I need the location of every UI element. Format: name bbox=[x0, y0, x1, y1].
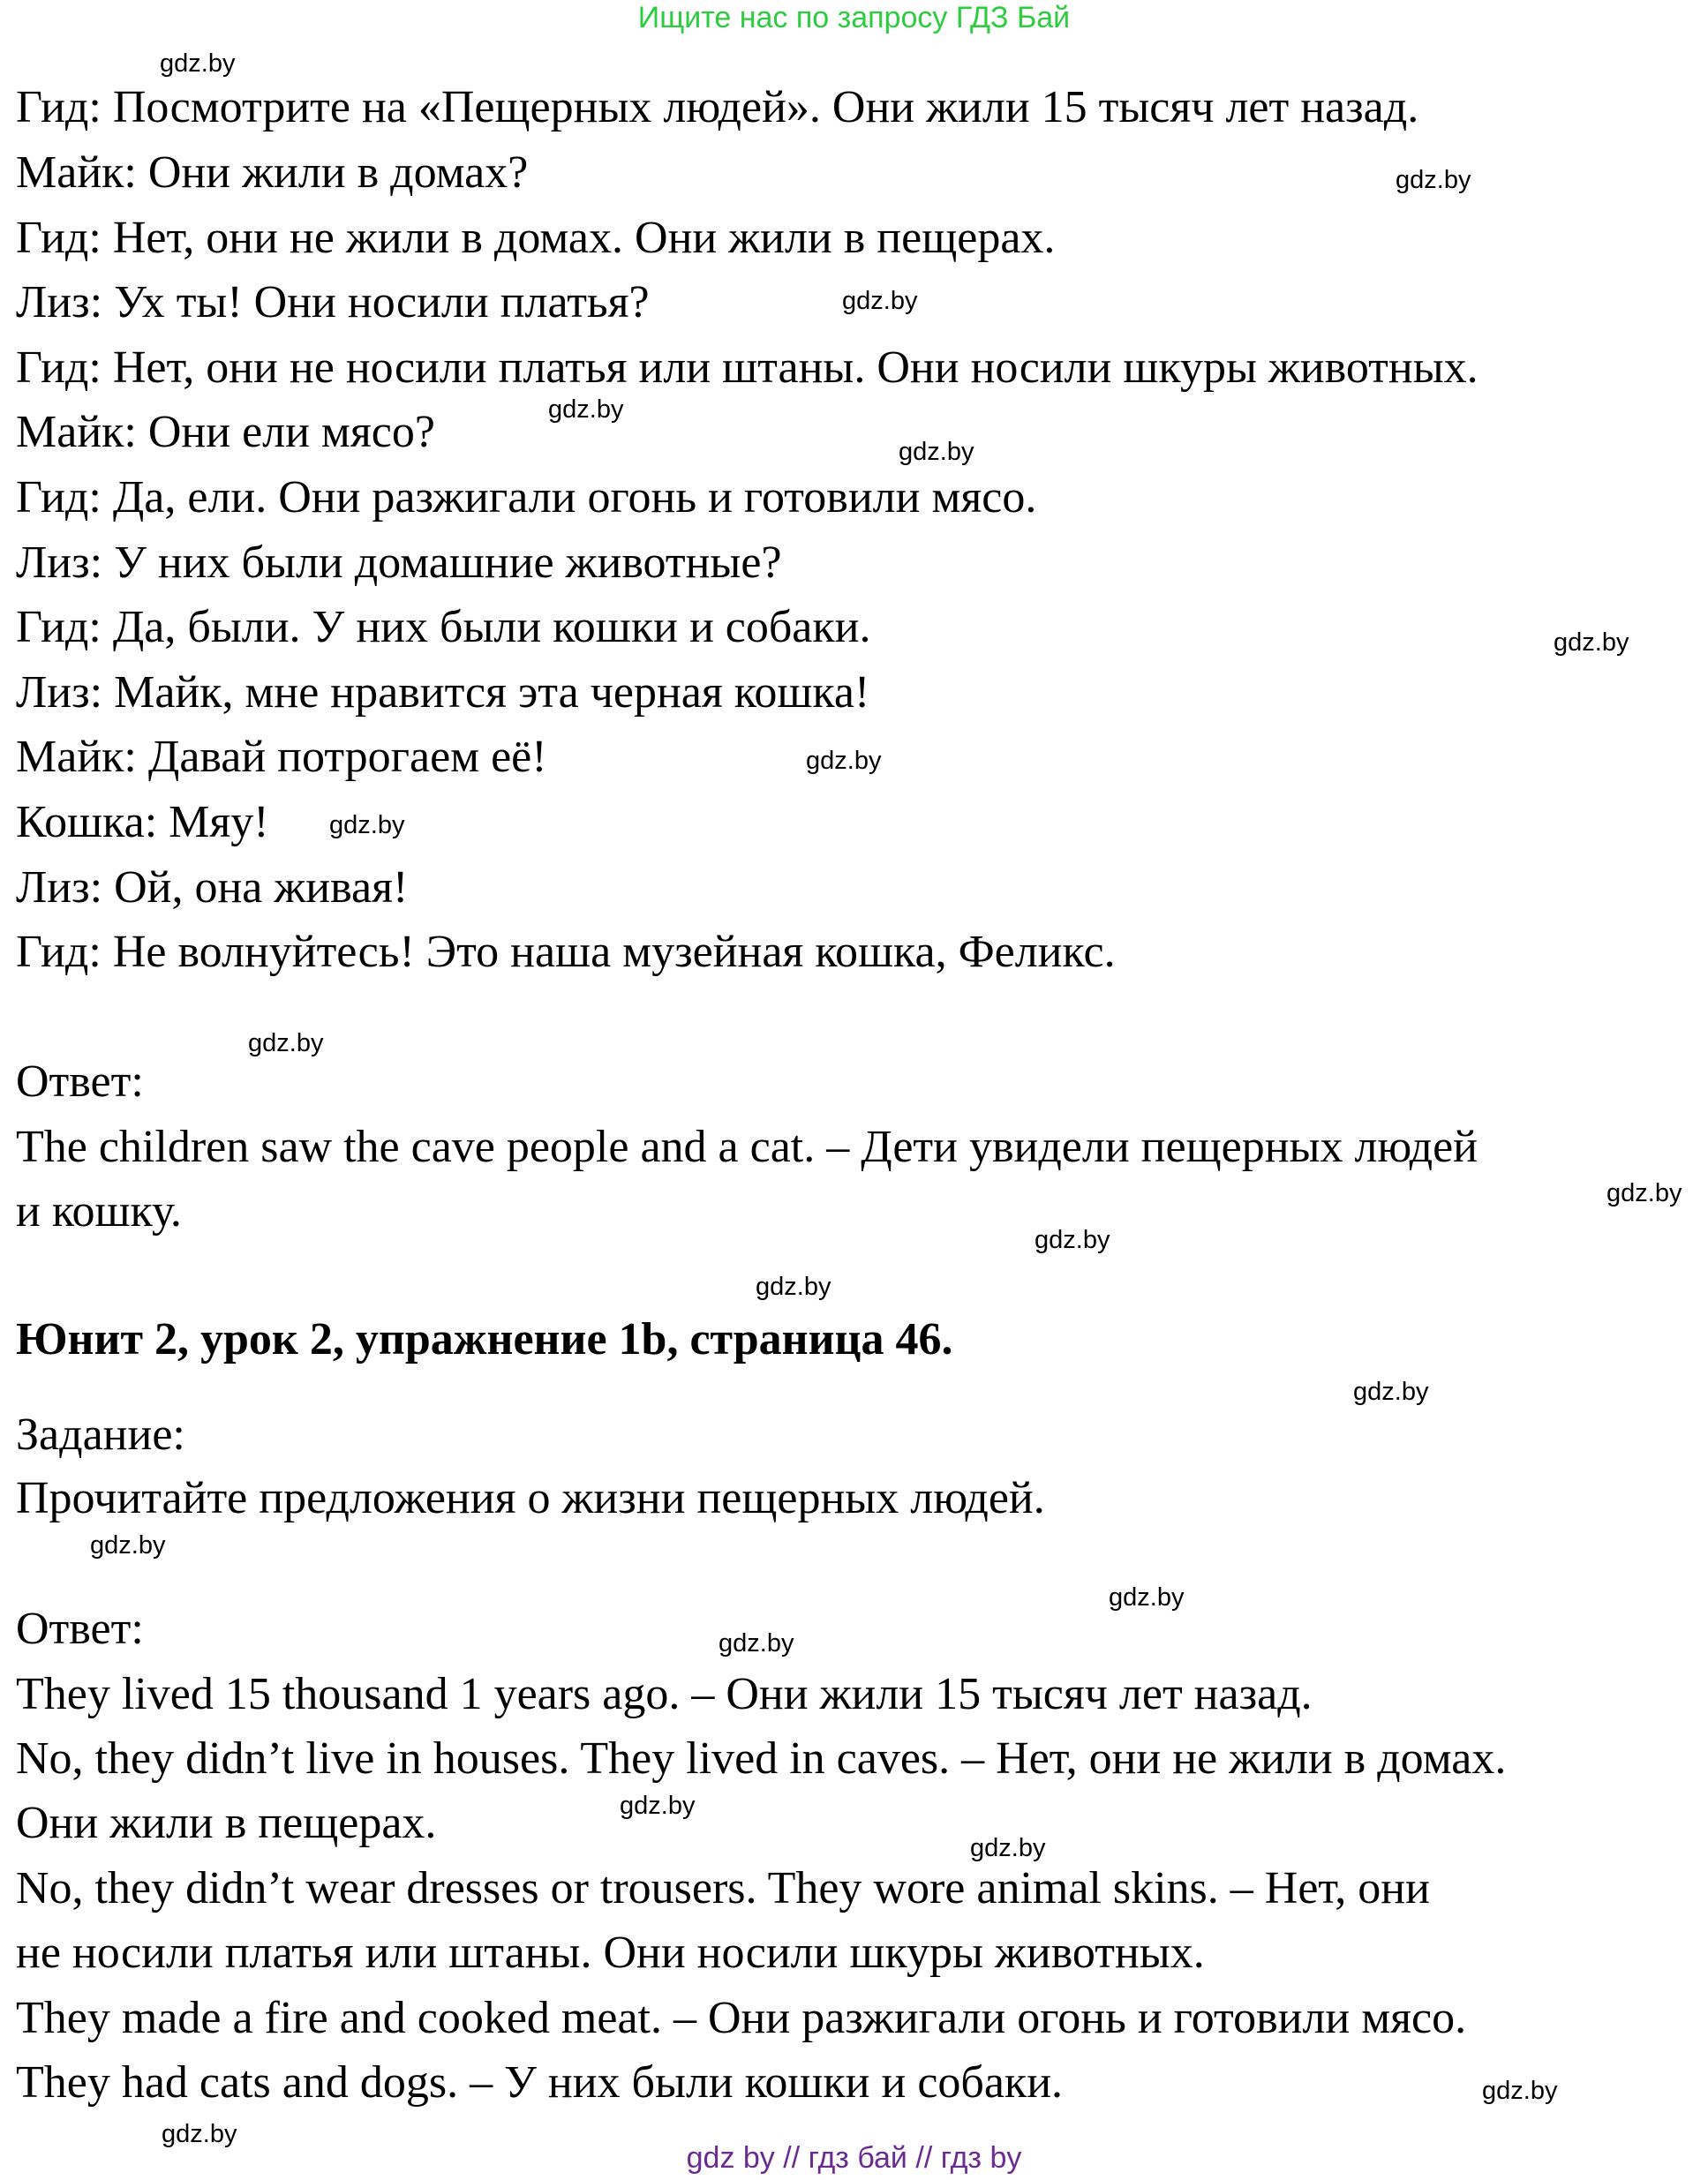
dialogue-line: Гид: Посмотрите на «Пещерных людей». Они жили 15 тысяч лет назад. bbox=[16, 82, 1419, 132]
dialogue-line: Майк: Они жили в домах? bbox=[16, 147, 529, 198]
answer-line: не носили платья или штаны. Они носили шкуры животных. bbox=[16, 1928, 1205, 1978]
task-label: Задание: bbox=[16, 1409, 185, 1460]
search-banner: Ищите нас по запросу ГДЗ Бай bbox=[637, 1, 1071, 34]
watermark: gdz.by bbox=[248, 1029, 324, 1057]
watermark: gdz.by bbox=[1554, 628, 1629, 657]
watermark: gdz.by bbox=[719, 1629, 794, 1658]
watermark: gdz.by bbox=[756, 1273, 831, 1301]
dialogue-line: Майк: Давай потрогаем её! bbox=[16, 732, 547, 782]
answer-label: Ответ: bbox=[16, 1056, 144, 1107]
watermark: gdz.by bbox=[806, 747, 882, 775]
dialogue-line: Лиз: Майк, мне нравится эта черная кошка! bbox=[16, 667, 870, 718]
dialogue-line: Гид: Не волнуйтесь! Это наша музейная кошка, Феликс. bbox=[16, 927, 1116, 977]
dialogue-line: Гид: Нет, они не жили в домах. Они жили в пещерах. bbox=[16, 213, 1056, 263]
watermark: gdz.by bbox=[329, 811, 405, 839]
answer-line: No, they didn’t wear dresses or trousers. They wore animal skins. – Нет, они bbox=[16, 1863, 1430, 1913]
watermark: gdz.by bbox=[842, 287, 918, 315]
watermark: gdz.by bbox=[548, 395, 624, 424]
dialogue-line: Кошка: Мяу! bbox=[16, 797, 269, 847]
answer-line: The children saw the cave people and a cat. – Дети увидели пещерных людей bbox=[16, 1122, 1478, 1172]
answer-line: и кошку. bbox=[16, 1186, 182, 1237]
watermark: gdz.by bbox=[1396, 166, 1471, 194]
answer-line: They made a fire and cooked meat. – Они разжигали огонь и готовили мясо. bbox=[16, 1993, 1467, 2043]
section-heading: Юнит 2, урок 2, упражнение 1b, страница 46. bbox=[16, 1314, 953, 1364]
dialogue-line: Гид: Нет, они не носили платья или штаны. Они носили шкуры животных. bbox=[16, 342, 1479, 393]
watermark: gdz.by bbox=[899, 438, 974, 466]
answer-line: No, they didn’t live in houses. They lived in caves. – Нет, они не жили в домах. bbox=[16, 1733, 1507, 1784]
watermark: gdz.by bbox=[162, 2120, 237, 2148]
answer-line: Они жили в пещерах. bbox=[16, 1798, 437, 1848]
dialogue-line: Гид: Да, ели. Они разжигали огонь и готовили мясо. bbox=[16, 472, 1037, 522]
watermark: gdz.by bbox=[620, 1792, 696, 1820]
dialogue-line: Лиз: Ой, она живая! bbox=[16, 862, 409, 913]
dialogue-line: Лиз: Ух ты! Они носили платья? bbox=[16, 277, 650, 327]
watermark: gdz.by bbox=[90, 1531, 166, 1560]
dialogue-line: Лиз: У них были домашние животные? bbox=[16, 537, 782, 588]
answer-label: Ответ: bbox=[16, 1604, 144, 1654]
watermark: gdz.by bbox=[1353, 1378, 1429, 1406]
task-text: Прочитайте предложения о жизни пещерных людей. bbox=[16, 1473, 1045, 1523]
watermark: gdz.by bbox=[1109, 1583, 1185, 1612]
dialogue-line: Гид: Да, были. У них были кошки и собаки. bbox=[16, 602, 871, 652]
watermark: gdz.by bbox=[1035, 1226, 1110, 1254]
watermark: gdz.by bbox=[970, 1834, 1046, 1862]
watermark: gdz.by bbox=[160, 49, 236, 78]
answer-line: They lived 15 thousand 1 years ago. – Они жили 15 тысяч лет назад. bbox=[16, 1669, 1313, 1719]
watermark: gdz.by bbox=[1482, 2077, 1558, 2105]
answer-line: They had cats and dogs. – У них были кошки и собаки. bbox=[16, 2057, 1064, 2108]
watermark: gdz.by bbox=[1606, 1179, 1682, 1207]
footer-links: gdz by // гдз бай // гдз by bbox=[686, 2141, 1022, 2175]
dialogue-line: Майк: Они ели мясо? bbox=[16, 407, 435, 457]
